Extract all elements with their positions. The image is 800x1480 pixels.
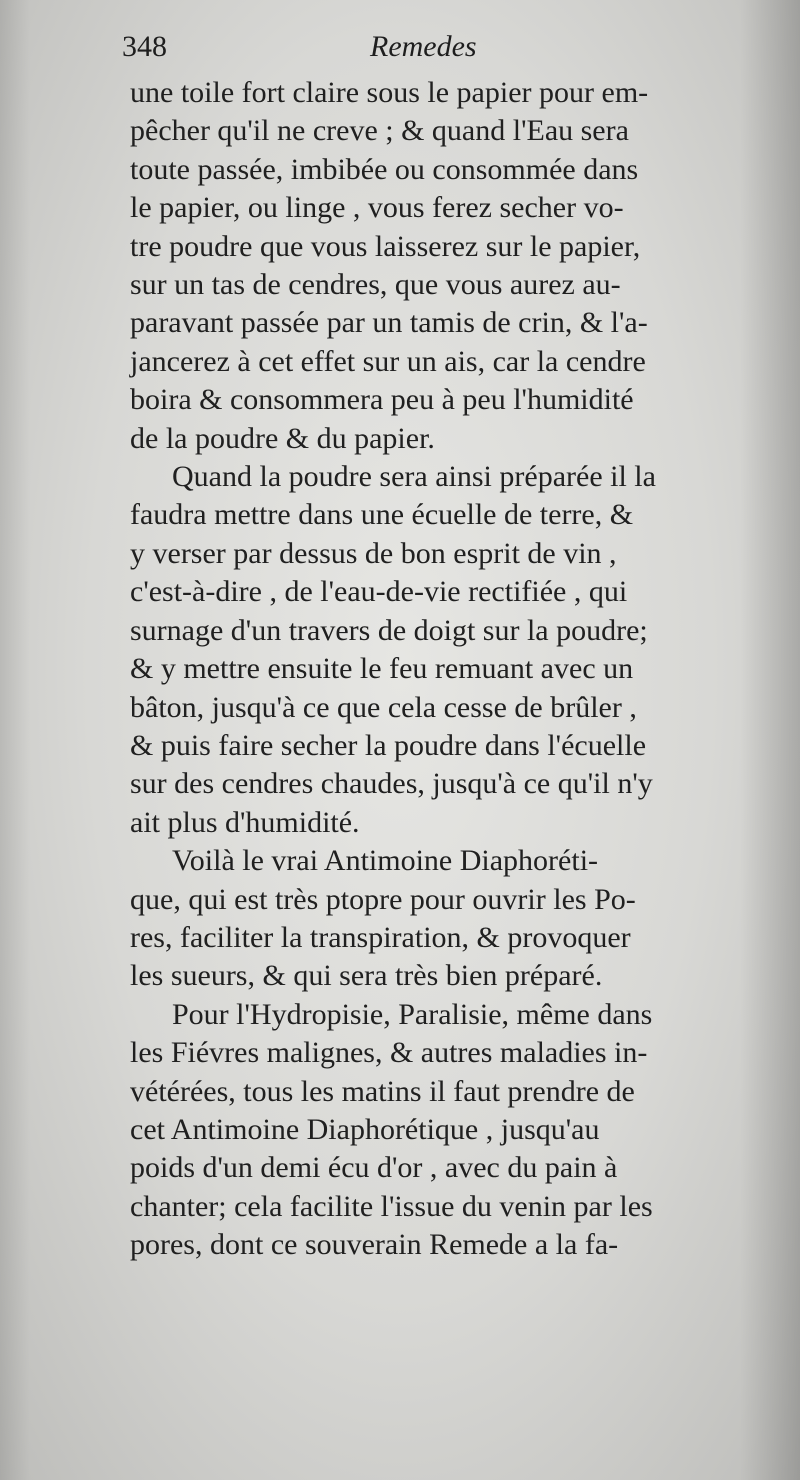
paragraph-start-line: Quand la poudre sera ainsi préparée il la <box>172 460 656 494</box>
text-line: pêcher qu'il ne creve ; & quand l'Eau sera <box>130 114 629 148</box>
text-line: pores, dont ce souverain Remede a la fa- <box>130 1228 619 1262</box>
paragraph-start-line: Pour l'Hydropisie, Paralisie, même dans <box>172 997 653 1031</box>
paragraph-start-line: Voilà le vrai Antimoine Diaphoréti- <box>172 844 599 878</box>
text-line: de la poudre & du papier. <box>130 421 435 455</box>
page-header <box>122 30 762 80</box>
text-line: res, faciliter la transpiration, & provoquer <box>130 920 631 954</box>
text-line: les Fiévres malignes, & autres maladies in- <box>130 1036 648 1070</box>
text-line: bâton, jusqu'à ce que cela cesse de brûler , <box>130 690 637 724</box>
text-line: le papier, ou linge , vous ferez secher vo- <box>130 191 624 225</box>
text-line: sur des cendres chaudes, jusqu'à ce qu'il n'y <box>130 767 653 801</box>
page-edge-shadow <box>0 0 30 1480</box>
text-line: boira & consommera peu à peu l'humidité <box>130 383 634 417</box>
text-line: y verser par dessus de bon esprit de vin , <box>130 536 617 570</box>
running-title: Remedes <box>370 30 477 63</box>
text-line: poids d'un demi écu d'or , avec du pain à <box>130 1151 618 1185</box>
text-line: & puis faire secher la poudre dans l'écuelle <box>130 728 647 762</box>
text-line: cet Antimoine Diaphorétique , jusqu'au <box>130 1112 600 1146</box>
text-line: tre poudre que vous laisserez sur le papier, <box>130 229 641 263</box>
text-line: les sueurs, & qui sera très bien préparé. <box>130 959 603 993</box>
text-line: paravant passée par un tamis de crin, & l'a- <box>130 306 648 340</box>
text-line: chanter; cela facilite l'issue du venin par les <box>130 1189 653 1223</box>
page-number: 348 <box>122 30 167 63</box>
text-line: faudra mettre dans une écuelle de terre, & <box>130 498 634 532</box>
text-line: sur un tas de cendres, que vous aurez au- <box>130 268 621 302</box>
text-line: que, qui est très ptopre pour ouvrir les Po- <box>130 882 636 916</box>
text-line: c'est-à-dire , de l'eau-de-vie rectifiée , qui <box>130 575 628 609</box>
text-line: surnage d'un travers de doigt sur la poudre; <box>130 613 648 647</box>
text-line: ait plus d'humidité. <box>130 805 360 839</box>
text-line: toute passée, imbibée ou consommée dans <box>130 152 639 186</box>
text-line: jancerez à cet effet sur un ais, car la cendre <box>130 344 646 378</box>
body-text <box>130 74 770 1265</box>
text-line: & y mettre ensuite le feu remuant avec un <box>130 652 634 686</box>
text-line: une toile fort claire sous le papier pour em- <box>130 76 649 109</box>
text-line: vétérées, tous les matins il faut prendre de <box>130 1074 635 1108</box>
